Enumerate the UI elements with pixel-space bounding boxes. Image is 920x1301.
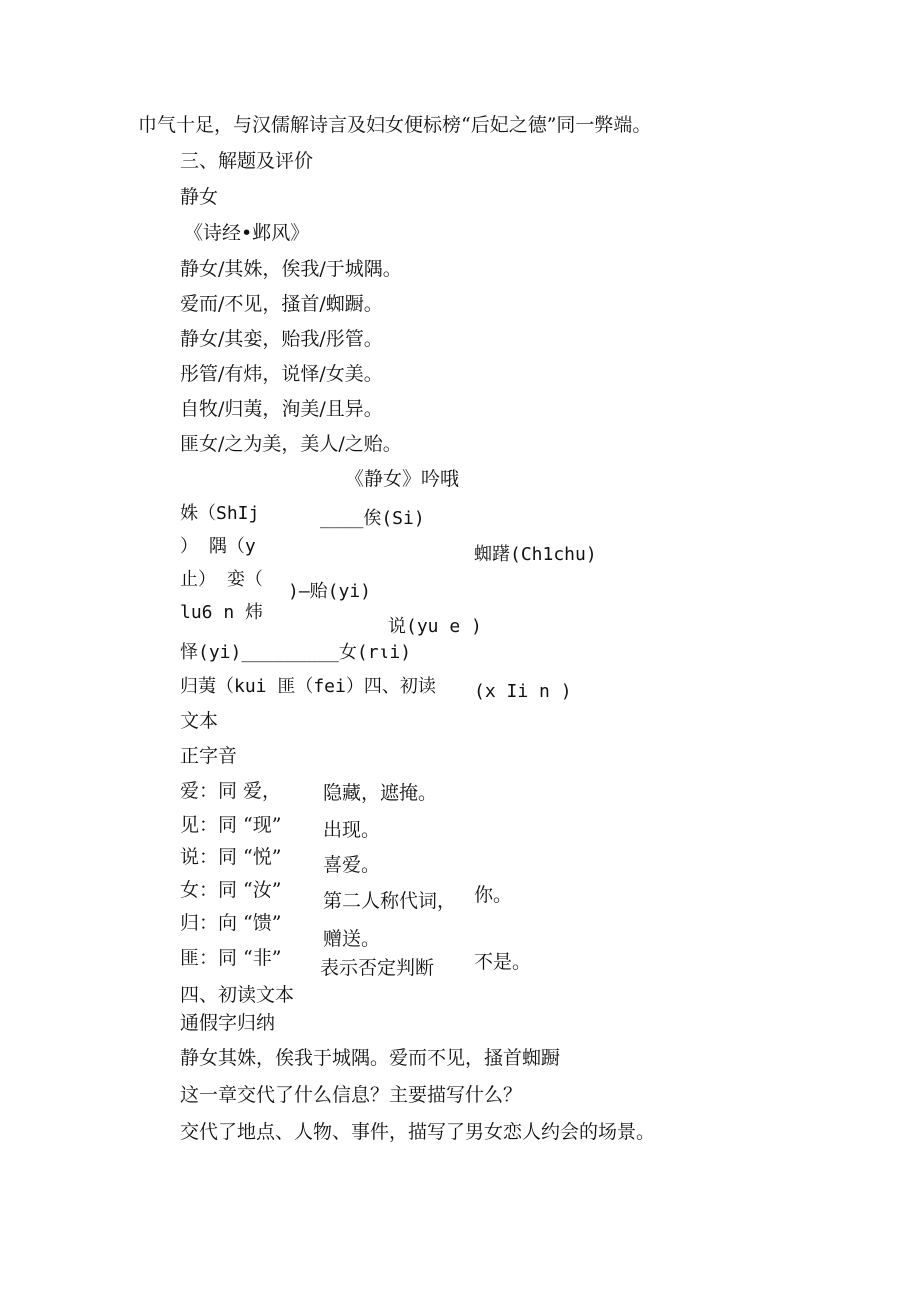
- poem-line-2: 爱而/不见，搔首/蜘蹰。: [180, 293, 383, 315]
- section-heading-3: 三、解题及评价: [180, 150, 314, 172]
- pinyin-chichu: 蜘躇(Ch1chu): [474, 544, 597, 565]
- answer-line: 交代了地点、人物、事件，描写了男女恋人约会的场景。: [180, 1121, 656, 1143]
- tongjia-meaning-4: 第二人称代词，: [323, 890, 457, 912]
- subheading-tongjia: 通假字归纳: [180, 1012, 276, 1034]
- pinyin-luan: 止） 娈（: [180, 569, 263, 590]
- tongjia-extra-6: 不是。: [474, 951, 532, 973]
- poem-source: 《诗经•邺风》: [184, 222, 310, 244]
- chant-title: 《静女》吟哦: [345, 468, 460, 490]
- poem-line-4: 彤管/有炜，说怿/女美。: [180, 363, 383, 385]
- tongjia-char-6: 匪：同 “非”: [180, 947, 282, 969]
- tongjia-meaning-1: 隐藏，遮掩。: [323, 782, 438, 804]
- section-heading-4: 四、初读文本: [180, 984, 295, 1006]
- tongjia-meaning-3: 喜爱。: [323, 854, 381, 876]
- tongjia-char-2: 见：同 “现”: [180, 814, 282, 836]
- label-zhengziyin: 正字音: [180, 745, 238, 767]
- tongjia-meaning-2: 出现。: [323, 819, 381, 841]
- verse-line: 静女其姝，俟我于城隅。爱而不见，搔首蜘蹰: [180, 1047, 561, 1069]
- label-wenben: 文本: [180, 710, 219, 732]
- tongjia-meaning-5: 赠送。: [323, 928, 381, 950]
- tongjia-char-3: 说：同 “悦”: [180, 846, 282, 868]
- pinyin-yue: 说(yu e ): [388, 616, 482, 637]
- pinyin-kui-fei: 归荑（kui 匪（fei）四、初读: [180, 676, 436, 697]
- pinyin-yu: ） 隅（y: [180, 536, 256, 557]
- pinyin-si: ____俟(Si): [320, 508, 425, 529]
- pinyin-shu: 姝（ShIj: [180, 503, 260, 524]
- poem-line-3: 静女/其娈，贻我/彤管。: [180, 328, 383, 350]
- tongjia-char-4: 女：同 “汝”: [180, 879, 282, 901]
- poem-line-5: 自牧/归荑，洵美/且异。: [180, 398, 383, 420]
- tongjia-char-5: 归：向 “馈”: [180, 912, 282, 934]
- paragraph-continuation: 巾气十足，与汉儒解诗言及妇女便标榜“后妃之德”同一弊端。: [138, 114, 652, 136]
- tongjia-extra-4: 你。: [474, 884, 513, 906]
- poem-line-1: 静女/其姝，俟我/于城隅。: [180, 258, 402, 280]
- pinyin-xin: (x Ii n ): [474, 681, 572, 702]
- poem-title: 静女: [180, 186, 219, 208]
- pinyin-yi-ru: 怿(yi)_________女(rιi): [180, 642, 412, 663]
- tongjia-char-1: 爱：同 爱，: [180, 780, 282, 802]
- pinyin-yi: )—贻(yi): [288, 581, 372, 602]
- tongjia-meaning-6: 表示否定判断: [320, 957, 435, 979]
- pinyin-wei: lu6 n 炜: [180, 602, 264, 623]
- tongjia-meaning-6-clipped: [320, 957, 480, 979]
- question-line: 这一章交代了什么信息？主要描写什么？: [180, 1084, 523, 1106]
- poem-line-6: 匪女/之为美，美人/之贻。: [180, 433, 402, 455]
